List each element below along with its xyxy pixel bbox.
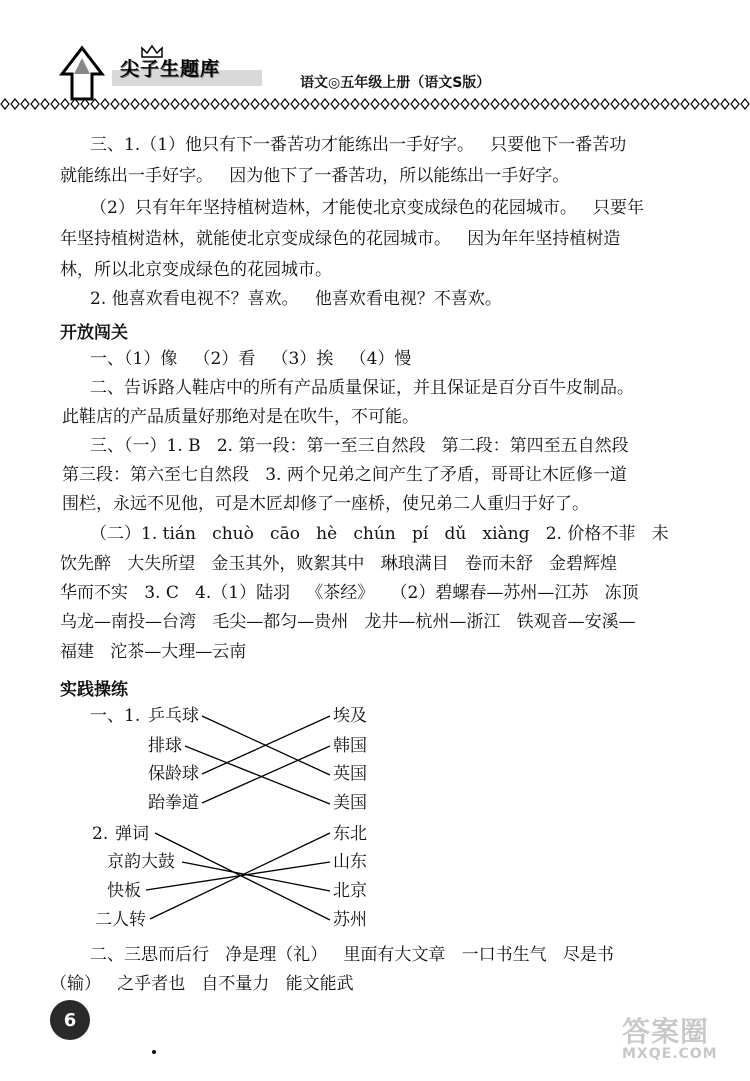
answer-line: （输） 之乎者也 自不量力 能文能武 (50, 974, 354, 994)
match-right-item: 山东 (333, 852, 367, 872)
answer-line: 第三段：第六至七自然段 3. 两个兄弟之间产生了矛盾，哥哥让木匠修一道 (62, 465, 627, 485)
match-left-item: 跆拳道 (148, 793, 199, 813)
answer-line: 2. 他喜欢看电视不？喜欢。 他喜欢看电视？不喜欢。 (90, 289, 502, 309)
answer-line: 三、1.（1）他只有下一番苦功才能练出一手好字。 只要他下一番苦功 (90, 135, 627, 155)
match-left-item: 排球 (148, 736, 182, 756)
match-left-item: 保龄球 (148, 764, 199, 784)
match-right-item: 埃及 (333, 706, 367, 726)
match-prefix: 2. (92, 824, 109, 844)
match-line (202, 716, 330, 775)
match-left-item: 乒乓球 (148, 706, 199, 726)
answer-line: 年坚持植树造林，就能使北京变成绿色的花园城市。 因为年年坚持植树造 (60, 229, 621, 249)
answer-line: 福建 沱茶—大理—云南 (60, 642, 247, 662)
match-right-item: 东北 (333, 824, 367, 844)
answer-line: 三、（一）1. B 2. 第一段：第一至三自然段 第二段：第四至五自然段 (90, 436, 629, 456)
page-number: 6 (50, 1000, 90, 1040)
book-info: 语文◎五年级上册（语文S版） (300, 75, 491, 91)
watermark-title: 答案圈 (622, 1015, 710, 1048)
match-right-item: 韩国 (333, 736, 367, 756)
answer-line: （2）只有年年坚持植树造林，才能使北京变成绿色的花园城市。 只要年 (90, 198, 645, 218)
match-left-item: 京韵大鼓 (107, 852, 175, 872)
answer-line: 二、告诉路人鞋店中的所有产品质量保证，并且保证是百分百牛皮制品。 (90, 378, 634, 398)
brand-title: 尖子生题库 (120, 58, 221, 80)
match-line (155, 833, 330, 920)
match-prefix: 一、1. (90, 706, 141, 726)
watermark (622, 1010, 718, 1062)
match-left-item: 二人转 (95, 910, 146, 930)
answer-line: 饮先醉 大失所望 金玉其外，败絮其中 琳琅满目 卷而未舒 金碧辉煌 (60, 554, 618, 574)
match-left-item: 快板 (107, 881, 141, 901)
answer-line: （二）1. tián chuò cāo hè chún pí dǔ xiàng 2. 价格不菲 未 (90, 524, 669, 544)
watermark-url: MXQE.COM (622, 1046, 718, 1062)
match-line (202, 716, 330, 774)
match-line (202, 746, 330, 803)
match-left-item: 弹词 (115, 824, 149, 844)
answer-line: 林，所以北京变成绿色的花园城市。 (60, 260, 332, 280)
answer-line: 就能练出一手好字。 因为他下了一番苦功，所以能练出一手好字。 (60, 166, 570, 186)
match-right-item: 北京 (333, 881, 367, 901)
answer-line: 围栏，永远不见他，可是木匠却修了一座桥，使兄弟二人重归于好了。 (62, 494, 589, 514)
match-line (185, 746, 330, 804)
section-heading-practice: 实践操练 (60, 680, 128, 700)
match-right-item: 美国 (333, 793, 367, 813)
match-line (150, 833, 330, 919)
section-heading-open: 开放闯关 (60, 323, 128, 343)
match-right-item: 苏州 (333, 910, 367, 930)
answer-line: 二、三思而后行 净是理（礼） 里面有大文章 一口书生气 尽是书 (90, 945, 614, 965)
match-line (182, 862, 330, 891)
match-right-item: 英国 (333, 764, 367, 784)
decorative-dot (152, 1050, 156, 1054)
answer-line: 一、（1）像 （2）看 （3）挨 （4）慢 (90, 349, 412, 369)
page-header (0, 0, 750, 110)
answer-line: 乌龙—南投—台湾 毛尖—都匀—贵州 龙井—杭州—浙江 铁观音—安溪— (60, 612, 636, 632)
answer-line: 华而不实 3. C 4.（1）陆羽 《茶经》 （2）碧螺春—苏州—江苏 冻顶 (60, 583, 639, 603)
decorative-border (0, 96, 750, 112)
answer-line: 此鞋店的产品质量好那绝对是在吹牛，不可能。 (62, 407, 419, 427)
